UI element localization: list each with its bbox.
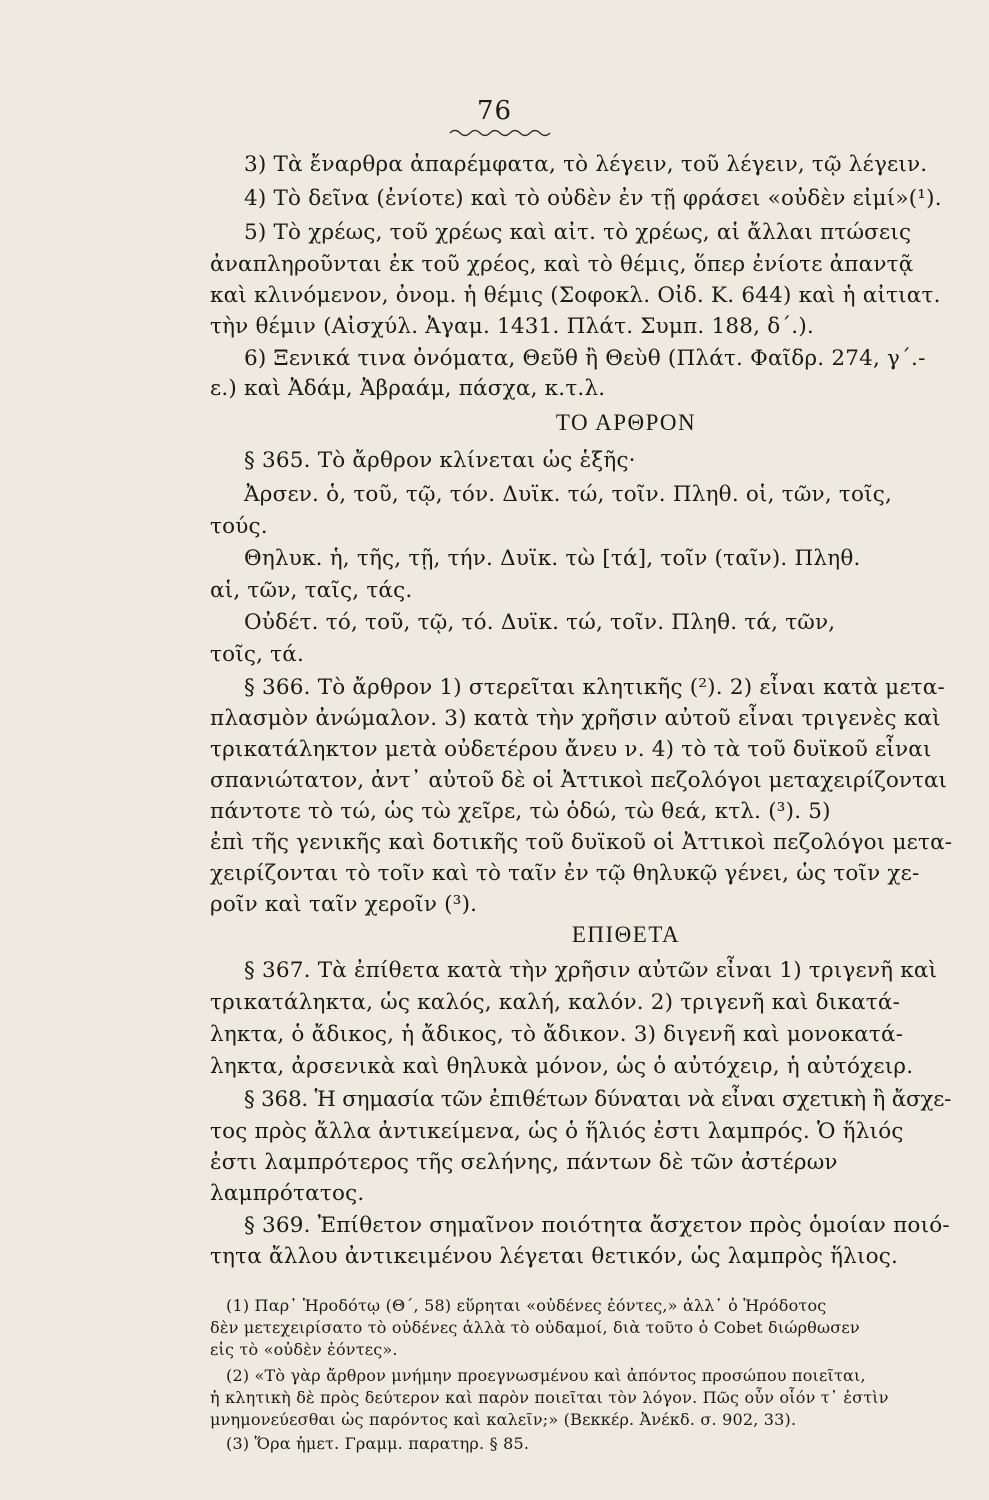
text-line: αἱ, τῶν, ταῖς, τάς. [210,578,413,603]
text-line: ροῖν καὶ ταῖν χεροῖν (³). [210,892,478,917]
text-line: ληκτα, ὁ ἄδικος, ἡ ἄδικος, τὸ ἄδικον. 3) διγενῆ καὶ μονοκατά- [210,1022,904,1047]
text-line: 3) Τὰ ἔναρθρα ἀπαρέμφατα, τὸ λέγειν, τοῦ λέγειν, τῷ λέγειν. [244,152,928,177]
footnote-line: ἡ κλητικὴ δὲ πρὸς δεύτερον καὶ παρὸν ποιεῖται τὸν λόγον. Πῶς οὖν οἷόν τ᾽ ἐστὶν [210,1388,889,1407]
text-line: τρικατάληκτα, ὡς καλός, καλή, καλόν. 2) τριγενῆ καὶ δικατά- [210,990,901,1015]
text-line: καὶ κλινόμενον, ὀνομ. ἡ θέμις (Σοφοκλ. Οἰδ. Κ. 644) καὶ ἡ αἰτιατ. [210,283,941,308]
ornament-rule [448,128,558,138]
footnote-line: μνημονεύεσθαι ὡς παρόντος καὶ καλεῖν;» (Βεκκέρ. Ἀνέκδ. σ. 902, 33). [210,1410,797,1429]
text-line: § 365. Τὸ ἄρθρον κλίνεται ὡς ἑξῆς· [244,448,636,473]
footnote-line: δὲν μετεχειρίσατο τὸ οὐδένες ἀλλὰ τὸ οὐδαμοί, διὰ τοῦτο ὁ Cobet διώρθωσεν [210,1318,860,1337]
page-number: 76 [476,96,513,126]
text-line: πάντοτε τὸ τώ, ὡς τὼ χεῖρε, τὼ ὁδώ, τὼ θεά, κτλ. (³). 5) [210,799,831,824]
text-line: ἐπὶ τῆς γενικῆς καὶ δοτικῆς τοῦ δυϊκοῦ οἱ Ἀττικοὶ πεζολόγοι μετα- [210,830,953,855]
text-line: τος πρὸς ἄλλα ἀντικείμενα, ὡς ὁ ἥλιός ἐστι λαμπρός. Ὁ ἥλιός [210,1119,904,1144]
footnote-line: (1) Παρ᾽ Ἡροδότῳ (Θ΄, 58) εὕρηται «οὐδένες ἐόντες,» ἀλλ᾽ ὁ Ἡρόδοτος [226,1296,827,1315]
text-line: λαμπρότατος. [210,1181,365,1206]
text-line: Οὐδέτ. τό, τοῦ, τῷ, τό. Δυϊκ. τώ, τοῖν. Πληθ. τά, τῶν, [244,610,836,635]
text-line: 5) Τὸ χρέως, τοῦ χρέως καὶ αἰτ. τὸ χρέως, αἱ ἄλλαι πτώσεις [244,220,912,245]
text-line: τρικατάληκτον μετὰ οὐδετέρου ἄνευ ν. 4) τὸ τὰ τοῦ δυϊκοῦ εἶναι [210,737,932,762]
text-line: πλασμὸν ἀνώμαλον. 3) κατὰ τὴν χρῆσιν αὐτοῦ εἶναι τριγενὲς καὶ [210,706,941,731]
text-line: τούς. [210,514,268,539]
text-line: τοῖς, τά. [210,642,305,667]
section-heading-adjectives: ΕΠΙΘΕΤΑ [571,922,681,947]
text-line: ε.) καὶ Ἀδάμ, Ἀβραάμ, πάσχα, κ.τ.λ. [210,376,606,401]
text-line: χειρίζονται τὸ τοῖν καὶ τὸ ταῖν ἐν τῷ θηλυκῷ γένει, ὡς τοῖν χε- [210,861,920,886]
footnote-line: (3) Ὅρα ἡμετ. Γραμμ. παρατηρ. § 85. [226,1434,530,1453]
text-line: § 368. Ἡ σημασία τῶν ἐπιθέτων δύναται νὰ εἶναι σχετικὴ ἢ ἄσχε- [244,1087,952,1112]
text-line: 6) Ξενικά τινα ὀνόματα, Θεῦθ ἢ Θεὺθ (Πλάτ. Φαῖδρ. 274, γ΄.- [244,346,926,371]
text-line: σπανιώτατον, ἀντ᾽ αὐτοῦ δὲ οἱ Ἀττικοὶ πεζολόγοι μεταχειρίζονται [210,768,948,793]
text-line: Ἀρσεν. ὁ, τοῦ, τῷ, τόν. Δυϊκ. τώ, τοῖν. Πληθ. οἱ, τῶν, τοῖς, [244,482,893,507]
text-line: § 369. Ἐπίθετον σημαῖνον ποιότητα ἄσχετον πρὸς ὁμοίαν ποιό- [244,1213,950,1238]
text-line: Θηλυκ. ἡ, τῆς, τῇ, τήν. Δυϊκ. τὼ [τά], τοῖν (ταῖν). Πληθ. [244,546,861,571]
text-line: 4) Τὸ δεῖνα (ἐνίοτε) καὶ τὸ οὐδὲν ἐν τῇ φράσει «οὐδὲν εἰμί»(¹). [244,186,942,211]
section-heading-article: ΤΟ ΑΡΘΡΟΝ [555,410,697,435]
text-line: τητα ἄλλου ἀντικειμένου λέγεται θετικόν, ὡς λαμπρὸς ἥλιος. [210,1244,899,1269]
text-line: ἐστι λαμπρότερος τῆς σελήνης, πάντων δὲ τῶν ἀστέρων [210,1150,838,1175]
text-line: § 367. Τὰ ἐπίθετα κατὰ τὴν χρῆσιν αὐτῶν εἶναι 1) τριγενῆ καὶ [244,958,938,983]
footnote-line: εἰς τὸ «οὐδὲν ἐόντες». [210,1340,398,1359]
text-line: τὴν θέμιν (Αἰσχύλ. Ἀγαμ. 1431. Πλάτ. Συμπ. 188, δ΄.). [210,314,814,339]
footnote-line: (2) «Τὸ γὰρ ἄρθρον μνήμην προεγνωσμένου καὶ ἀπόντος προσώπου ποιεῖται, [226,1366,866,1385]
text-line: ληκτα, ἀρσενικὰ καὶ θηλυκὰ μόνον, ὡς ὁ αὐτόχειρ, ἡ αὐτόχειρ. [210,1054,914,1079]
text-line: ἀναπληροῦνται ἐκ τοῦ χρέος, καὶ τὸ θέμις, ὅπερ ἐνίοτε ἀπαντᾷ [210,252,914,277]
text-line: § 366. Τὸ ἄρθρον 1) στερεῖται κλητικῆς (²). 2) εἶναι κατὰ μετα- [244,675,945,700]
